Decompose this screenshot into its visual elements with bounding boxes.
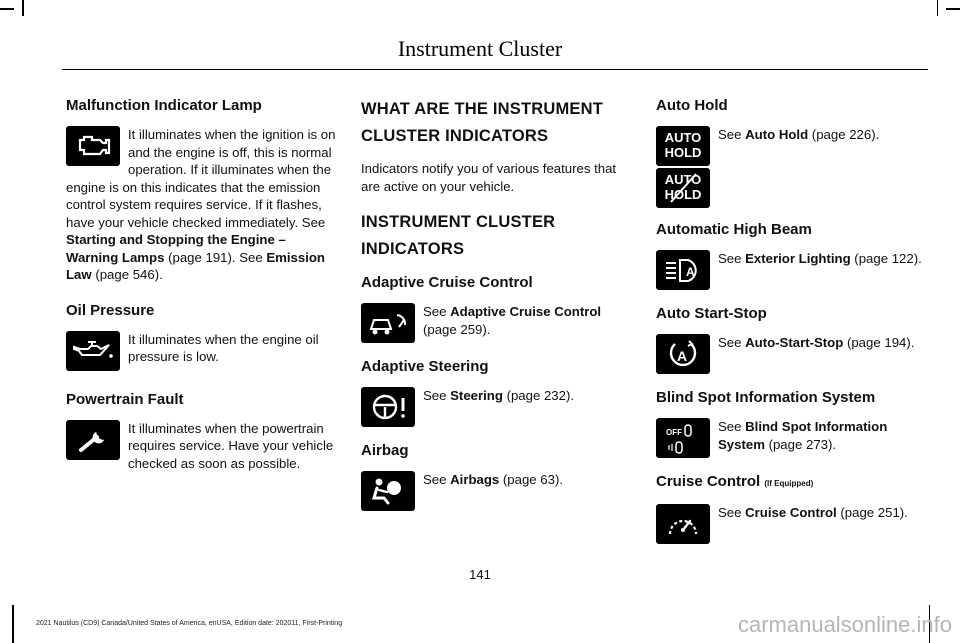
crop-mark: [946, 8, 960, 10]
svg-text:A: A: [686, 265, 695, 279]
body-text: See: [718, 335, 746, 350]
body-text: It illuminates when the powertrain requires service. Have your vehicle checked as soon as possible.: [128, 420, 334, 471]
body-text: (page 232).: [502, 388, 575, 403]
link-text[interactable]: Airbags: [450, 472, 500, 487]
body-text: See: [718, 419, 746, 434]
body-text: (page 122).: [850, 251, 922, 266]
body-text: (page 226).: [808, 127, 880, 142]
body-text: It illuminates when the engine oil pressure is low.: [128, 331, 319, 364]
body-text: It illuminates when the ignition is on and the engine is off, this is normal operation. If it illuminates when the engine is on this indicates that the emission control system requires service. If it flashes, have your vehicle checked immediately. See: [66, 127, 336, 230]
body-text: (page 259).: [423, 321, 491, 337]
link-text[interactable]: Auto-Start-Stop: [745, 335, 844, 350]
wrench-icon: [66, 420, 120, 460]
auto-hold-icon: [656, 126, 710, 166]
icon-text: AUTO: [664, 172, 702, 187]
oil-can-icon: [66, 331, 120, 371]
svg-text:A: A: [677, 348, 688, 364]
cruise-control-icon: [656, 504, 710, 544]
body-text: (page 194).: [843, 335, 915, 350]
icon-text: HOLD: [664, 187, 702, 202]
heading-text: Cruise Control: [656, 473, 761, 490]
intro-text: Indicators notify you of various features that are active on your vehicle.: [361, 161, 617, 194]
link-text[interactable]: Steering: [450, 388, 503, 403]
icon-text: AUTO: [664, 130, 702, 145]
auto-hold-off-icon: [656, 168, 710, 208]
body-text: See: [423, 388, 451, 403]
airbag-icon: [361, 471, 415, 511]
chapter-heading: CLUSTER INDICATORS: [361, 127, 549, 145]
blind-spot-icon: [656, 418, 710, 458]
adaptive-cruise-icon: [361, 303, 415, 343]
section-heading: Auto Start-Stop: [656, 305, 767, 322]
link-text[interactable]: Adaptive Cruise Control: [450, 304, 602, 319]
column-2: [361, 96, 633, 513]
page-number: 141: [469, 567, 491, 582]
body-text: (page 251).: [836, 505, 908, 520]
link-text[interactable]: Emission Law: [66, 249, 325, 282]
column-1: [66, 96, 338, 472]
section-heading: Automatic High Beam: [656, 221, 812, 238]
section-heading: Powertrain Fault: [66, 390, 184, 408]
steering-wheel-icon: [361, 387, 415, 427]
header-rule: [62, 69, 928, 70]
crop-mark: [0, 8, 14, 10]
chapter-heading: INDICATORS: [361, 240, 465, 258]
icon-text: HOLD: [664, 145, 702, 160]
body-text: See: [423, 472, 451, 487]
section-heading: Oil Pressure: [66, 301, 155, 319]
body-text: See: [718, 127, 746, 142]
body-text: (page 273).: [764, 436, 837, 452]
if-equipped-note: (If Equipped): [764, 479, 814, 488]
crop-mark: [22, 0, 24, 16]
crop-mark: [937, 0, 939, 16]
body-text: (page 546).: [91, 267, 163, 282]
section-heading: Malfunction Indicator Lamp: [66, 97, 262, 114]
edition-info: 2021 Nautilus (CD9) Canada/United States of America, enUSA, Edition date: 202011, First-Printing: [36, 620, 343, 627]
link-text[interactable]: Starting and Stopping the Engine – Warning Lamps: [66, 232, 286, 265]
link-text[interactable]: Exterior Lighting: [745, 251, 851, 266]
link-text[interactable]: Cruise Control: [745, 505, 837, 520]
crop-mark: [12, 605, 14, 643]
page-title: Instrument Cluster: [397, 36, 563, 61]
watermark: carmanualsonline.info: [737, 612, 952, 637]
body-text: See: [423, 304, 451, 319]
section-heading: Adaptive Steering: [361, 358, 489, 375]
body-text: See: [718, 505, 746, 520]
auto-high-beam-icon: [656, 250, 710, 290]
link-text[interactable]: Auto Hold: [745, 127, 809, 142]
chapter-heading: INSTRUMENT CLUSTER: [361, 213, 556, 231]
section-heading: Airbag: [361, 442, 409, 459]
auto-start-stop-icon: [656, 334, 710, 374]
column-3: [656, 96, 928, 546]
body-text: (page 63).: [499, 472, 564, 487]
chapter-heading: WHAT ARE THE INSTRUMENT: [361, 100, 603, 118]
section-heading: Auto Hold: [656, 97, 728, 114]
section-heading: [656, 472, 928, 494]
link-text[interactable]: Blind Spot Information System: [718, 419, 888, 452]
body-text: (page 191). See: [164, 249, 267, 265]
section-heading: Adaptive Cruise Control: [361, 274, 533, 291]
engine-icon: [66, 126, 120, 166]
body-text: See: [718, 251, 746, 266]
section-heading: Blind Spot Information System: [656, 389, 876, 406]
icon-text: OFF: [666, 428, 682, 437]
